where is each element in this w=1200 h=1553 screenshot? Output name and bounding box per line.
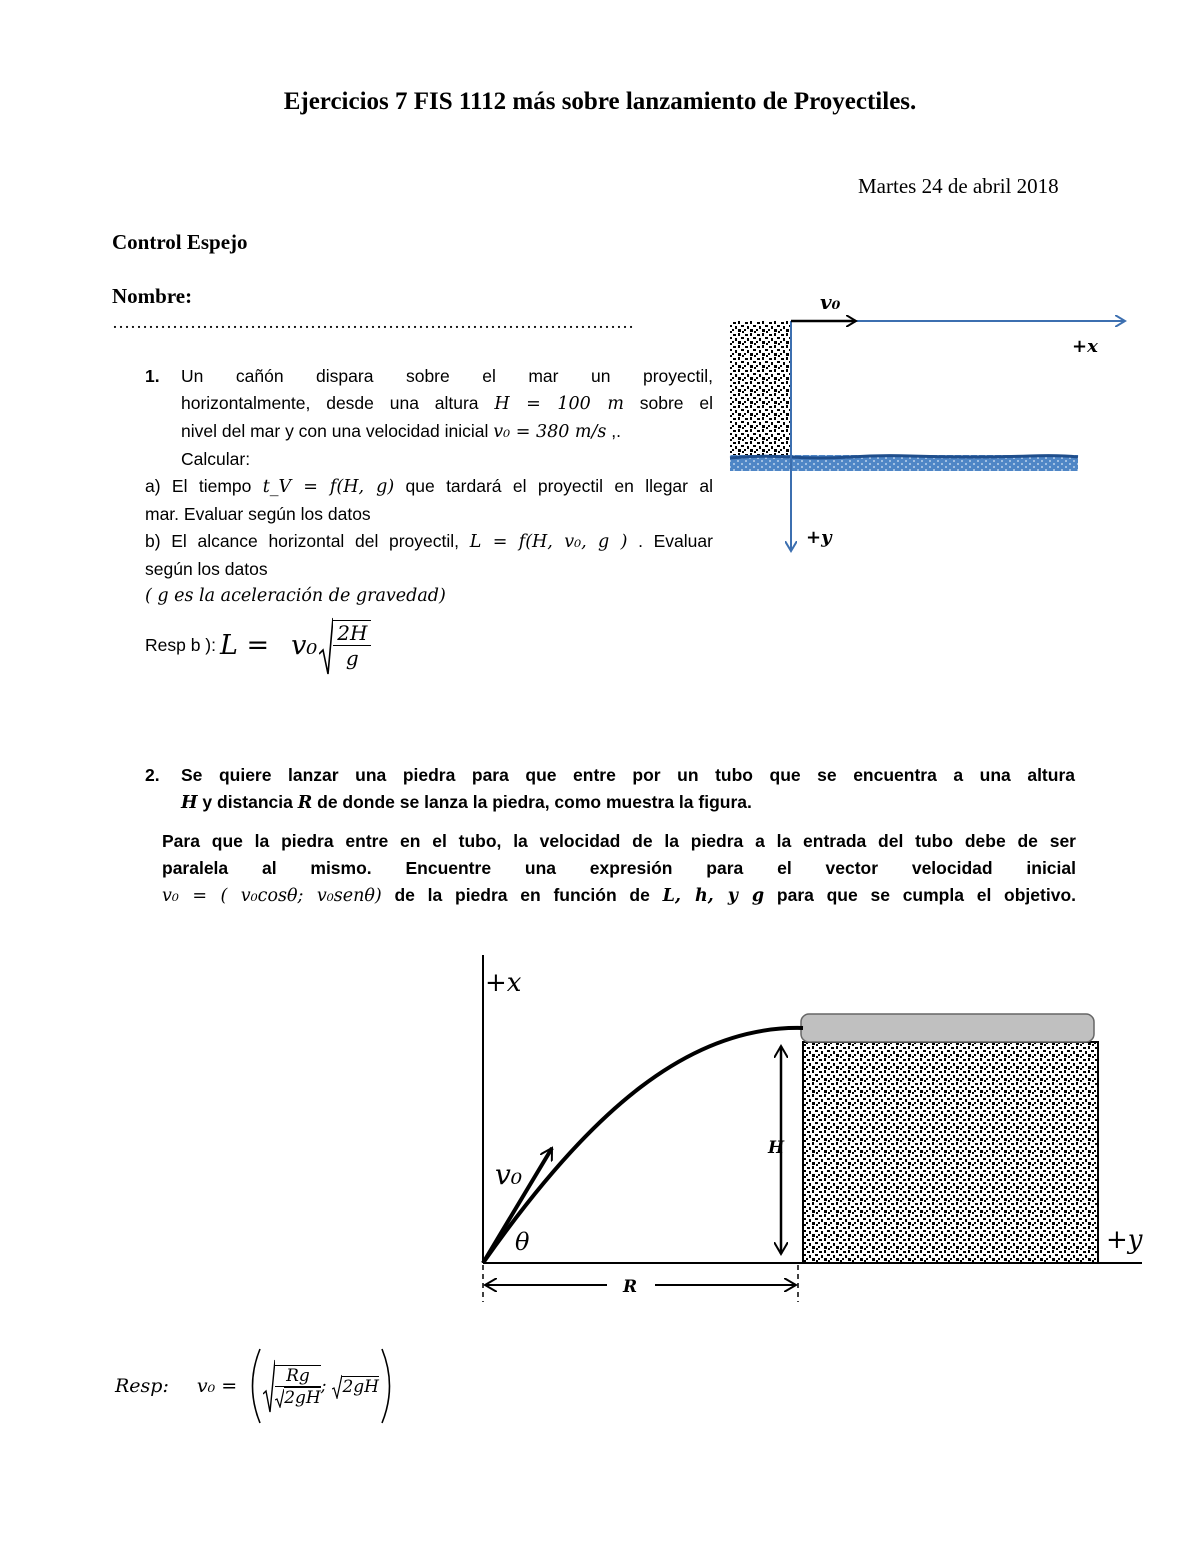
fig2-v0-label: v₀ [495, 1158, 523, 1191]
p1-a-text2: que tardará el proyectil en llegar al [405, 476, 713, 496]
p2-line2-mid: y distancia [197, 792, 298, 812]
sqrt-icon [263, 1358, 275, 1414]
cannon-figure [720, 285, 1140, 560]
p2-vector-eq: v₀ = ( v₀cosθ; v₀senθ) [162, 886, 382, 906]
answer-label: Resp: [115, 1375, 169, 1397]
p2-para1: Para que la piedra entre en el tubo, la velocidad de la piedra a la entrada del tubo debe de ser [162, 831, 1076, 851]
problem-2-body [162, 828, 1076, 910]
answer-numerator: Rg [275, 1366, 321, 1387]
p1-answer-denominator: g [345, 645, 359, 670]
p1-a-text1: El tiempo [171, 476, 252, 496]
page-title: Ejercicios 7 FIS 1112 más sobre lanzamiento de Proyectiles. [283, 88, 917, 115]
answer-denominator: 2gH [284, 1387, 321, 1408]
p2-para3-post: para que se cumpla el objetivo. [764, 885, 1077, 905]
p1-velocity-eq: v₀ = 380 m/s [493, 422, 607, 442]
sqrt-icon [275, 1388, 284, 1408]
fig2-x-label: +x [485, 968, 522, 998]
problem-1 [145, 363, 713, 610]
p1-line2-post: sobre el [639, 393, 713, 413]
fig1-x-label: +x [1072, 336, 1098, 357]
p1-height-eq: H = 100 m [494, 394, 624, 414]
date: Martes 24 de abril 2018 [858, 174, 1059, 198]
name-line: …………………………………………………………………………… [112, 312, 634, 332]
p1-answer-label: Resp b ): [145, 635, 216, 655]
tube [801, 1014, 1094, 1042]
p1-answer-L: L = [220, 630, 270, 661]
answer-separator: ; [320, 1376, 327, 1396]
p2-para3-vars: L, h, y g [662, 886, 765, 906]
sqrt-icon [332, 1373, 342, 1399]
p1-b-label: b) [145, 531, 161, 551]
name-label: Nombre: [112, 284, 193, 308]
answer-second-component: 2gH [342, 1376, 379, 1397]
p2-para2: paralela al mismo. Encuentre una expresión para el vector velocidad inicial [162, 858, 1076, 878]
p1-line3-post: ,. [611, 421, 622, 441]
p2-line1: Se quiere lanzar una piedra para que entre por un tubo que se encuentra a una altura [181, 765, 1075, 785]
p1-a-eq: t_V = f(H, g) [262, 477, 395, 497]
block [803, 1042, 1098, 1263]
p1-b-text2: . Evaluar [638, 531, 713, 551]
fig2-H-label: H [768, 1138, 785, 1158]
p1-b-eq: L = f(H, v₀, g ) [469, 532, 628, 552]
sqrt-icon [319, 616, 333, 676]
fig2-theta-label: θ [515, 1228, 530, 1256]
p1-line3-pre: nivel del mar y con una velocidad inicial [181, 421, 489, 441]
p1-answer [145, 608, 371, 683]
p1-a-text3: mar. Evaluar según los datos [145, 504, 371, 524]
trajectory [483, 1028, 803, 1263]
tube-figure [470, 950, 1160, 1305]
p2-line2-R: R [297, 793, 313, 813]
p2-line2-post: de donde se lanza la piedra, como muestra la figura. [312, 792, 752, 812]
fig1-v0-label: v₀ [820, 290, 841, 314]
final-answer [115, 1346, 399, 1426]
fig2-R-label: R [623, 1277, 638, 1297]
p2-para3-mid: de la piedra en función de [381, 885, 663, 905]
p1-a-label: a) [145, 476, 161, 496]
p2-line2-H: H [181, 793, 198, 813]
p1-g-note: ( g es la aceleración de gravedad) [145, 586, 446, 606]
fig1-y-label: +y [806, 527, 832, 548]
answer-vector: v₀ = [196, 1375, 238, 1397]
fig2-y-label: +y [1106, 1225, 1143, 1255]
p1-line2-pre: horizontalmente, desde una altura [181, 393, 479, 413]
p1-b-text1: El alcance horizontal del proyectil, [171, 531, 460, 551]
p1-calcular: Calcular: [181, 449, 251, 469]
right-paren-icon [379, 1347, 399, 1425]
p1-answer-numerator: 2H [333, 621, 371, 646]
problem-2 [145, 762, 1075, 817]
cliff [730, 321, 792, 459]
problem-1-number: 1. [145, 366, 160, 386]
left-paren-icon [243, 1347, 263, 1425]
control-heading: Control Espejo [112, 230, 248, 254]
p1-line1: Un cañón dispara sobre el mar un proyectil, [181, 366, 713, 386]
p1-b-text3: según los datos [145, 559, 268, 579]
problem-2-number: 2. [145, 765, 160, 785]
p1-answer-v0: v₀ [291, 630, 318, 661]
